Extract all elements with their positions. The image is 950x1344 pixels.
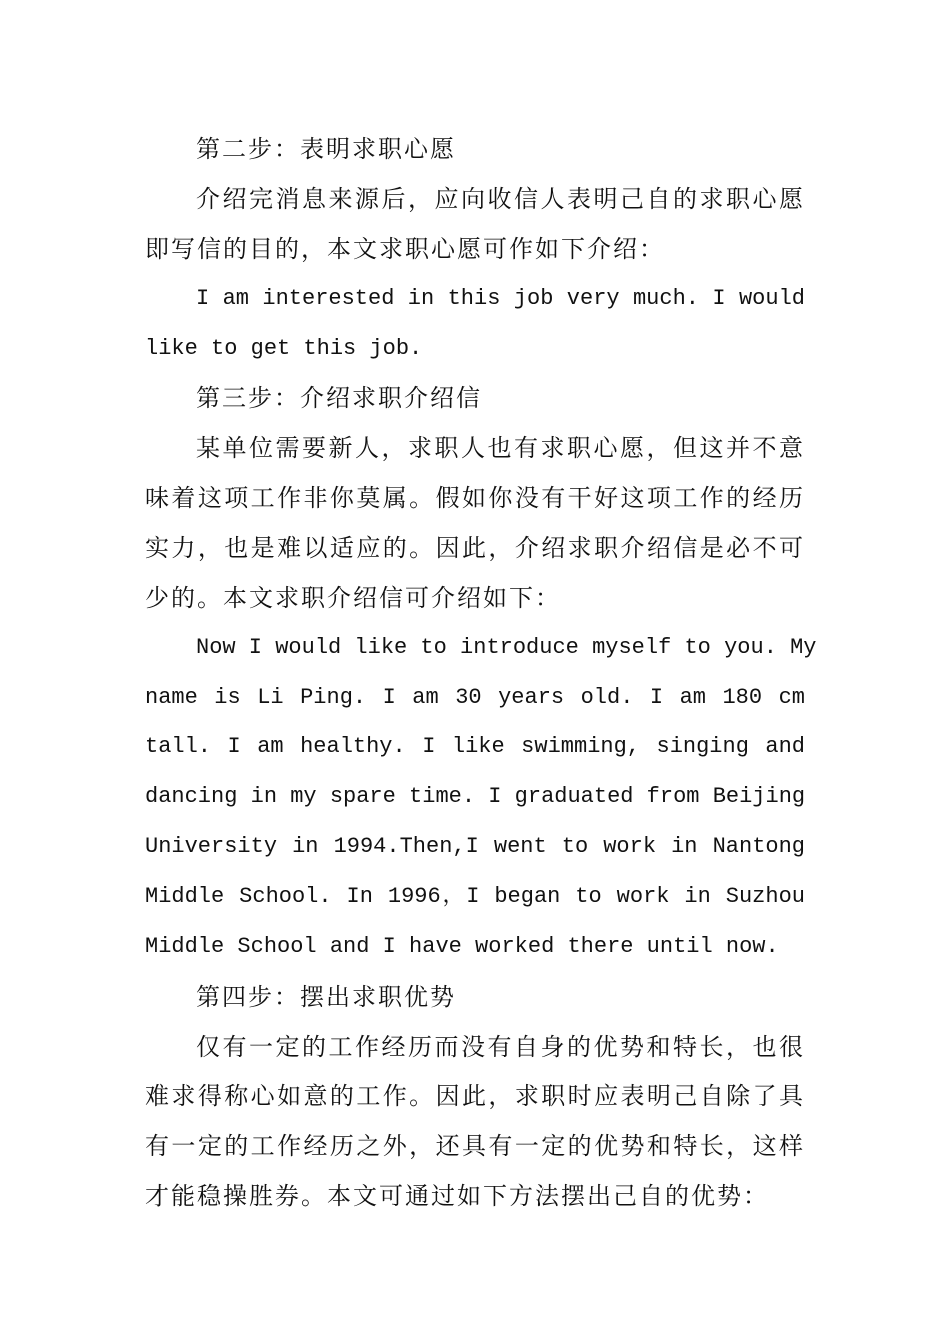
paragraph-line: 仅有一定的工作经历而没有自身的优势和特长，也很 [196, 1033, 805, 1061]
paragraph-line: 介绍完消息来源后，应向收信人表明己自的求职心愿 [196, 185, 805, 213]
paragraph-line: 有一定的工作经历之外，还具有一定的优势和特长，这样 [145, 1132, 805, 1160]
english-example-line: University in 1994.Then,I went to work in Nantong [145, 834, 805, 859]
paragraph-line: 难求得称心如意的工作。因此，求职时应表明己自除了具 [145, 1082, 805, 1110]
english-example-line: dancing in my spare time. I graduated from Beijing [145, 784, 806, 809]
paragraph-line: 即写信的目的，本文求职心愿可作如下介绍： [145, 235, 665, 263]
heading-step-two: 第二步：表明求职心愿 [196, 135, 456, 163]
paragraph-line: 实力，也是难以适应的。因此，介绍求职介绍信是必不可 [145, 534, 805, 562]
english-example-line: I am interested in this job very much. I would [196, 286, 805, 311]
paragraph-line: 才能稳操胜券。本文可通过如下方法摆出己自的优势： [145, 1182, 769, 1210]
english-example-line: tall. I am healthy. I like swimming, singing and [145, 734, 805, 759]
paragraph-line: 味着这项工作非你莫属。假如你没有干好这项工作的经历 [145, 484, 805, 512]
english-example-line: Middle School and I have worked there until now. [145, 934, 779, 959]
paragraph-line: 某单位需要新人，求职人也有求职心愿，但这并不意 [196, 434, 805, 462]
english-example-line: Middle School. In 1996，I began to work in Suzhou [145, 884, 805, 909]
heading-step-three: 第三步：介绍求职介绍信 [196, 384, 482, 412]
paragraph-line: 少的。本文求职介绍信可介绍如下： [145, 584, 561, 612]
english-example-line: name is Li Ping. I am 30 years old. I am 180 cm [145, 685, 805, 710]
english-example-line: Now I would like to introduce myself to you. My [196, 635, 817, 660]
english-example-line: like to get this job. [145, 336, 423, 361]
heading-step-four: 第四步：摆出求职优势 [196, 983, 456, 1011]
